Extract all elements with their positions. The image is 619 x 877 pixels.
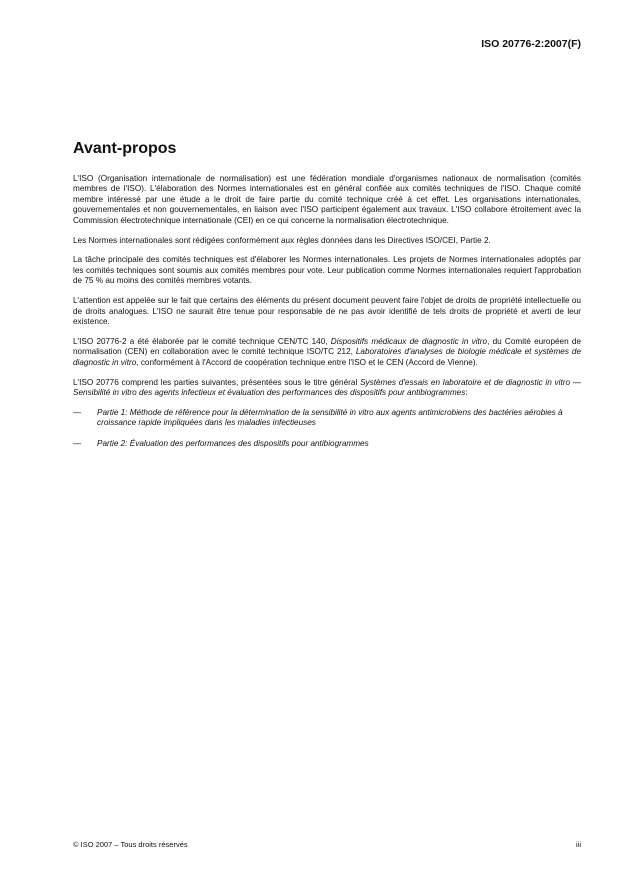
document-reference: ISO 20776-2:2007(F): [481, 38, 581, 50]
committee-title-iso: Laboratoires d'analyses de biologie médicale et systèmes de diagnostic in vitro: [73, 347, 581, 367]
copyright-notice: © ISO 2007 – Tous droits réservés: [73, 840, 188, 849]
dash-marker: —: [73, 438, 82, 448]
list-item: [73, 408, 581, 429]
part-2-title: Partie 2: Évaluation des performances des dispositifs pour antibiogrammes: [97, 438, 369, 448]
parts-intro-colon: :: [465, 388, 468, 397]
dash-marker: —: [73, 407, 82, 417]
parts-intro-text: L'ISO 20776 comprend les parties suivantes, présentées sous le titre général: [73, 377, 361, 387]
paragraph-parts-intro: [73, 378, 581, 399]
part-1-title: Partie 1: Méthode de référence pour la détermination de la sensibilité in vitro aux agents antimicrobiens des bactéries aérobies à croissance rapide impliquées dans les maladies infectieuses: [97, 407, 563, 428]
general-title: Systèmes d'essais en laboratoire et de diagnostic in vitro — Sensibilité in vitro des agents infectieux et évaluation des performances des dispositifs pour antibiogrammes: [73, 377, 581, 397]
page-number: iii: [576, 840, 581, 849]
parts-list: [73, 408, 581, 449]
paragraph-iso-organisation: L'ISO (Organisation internationale de normalisation) est une fédération mondiale d'organismes nationaux de normalisation (comités membres de l'ISO). L'élaboration des Normes internationales est en général confiée aux comités techniques de l'ISO. Chaque comité membre intéressé par une étude a le droit de faire partie du comité technique créé à cet effet. Les organisations internationales, gouvernementales et non gouvernementales, en liaison avec l'ISO participent également aux travaux. L'ISO collabore étroitement avec la Commission électrotechnique internationale (CEI) en ce qui concerne la normalisation électrotechnique.: [73, 174, 581, 225]
committee-title-cen: Dispositifs médicaux de diagnostic in vitro: [330, 336, 488, 346]
paragraph-drafting-rules: Les Normes internationales sont rédigées conformément aux règles données dans les Directives ISO/CEI, Partie 2.: [73, 235, 491, 245]
preparation-text-3: , conformément à l'Accord de coopération technique entre l'ISO et le CEN (Accord de Vienne).: [136, 357, 478, 367]
paragraph-technical-committees: La tâche principale des comités techniques est d'élaborer les Normes internationales. Les projets de Normes internationales adoptés par les comités techniques sont soumis aux comités membres pour vote. Leur publication comme Normes internationales requiert l'approbation de 75 % au moins des comités membres votants.: [73, 255, 581, 286]
section-title: Avant-propos: [73, 140, 177, 157]
page-content: [73, 140, 581, 459]
paragraph-preparation: [73, 337, 581, 368]
list-item: [73, 439, 581, 449]
paragraph-patent-rights: L'attention est appelée sur le fait que certains des éléments du présent document peuvent faire l'objet de droits de propriété intellectuelle ou de droits analogues. L'ISO ne saurait être tenue pour responsable de ne pas avoir identifié de tels droits de propriété et averti de leur existence.: [73, 296, 581, 326]
preparation-text-1: L'ISO 20776-2 a été élaborée par le comité technique CEN/TC 140,: [73, 336, 331, 346]
preparation-text-2: , du Comité européen de normalisation (CEN) en collaboration avec le comité technique ISO/TC 212,: [73, 336, 581, 357]
